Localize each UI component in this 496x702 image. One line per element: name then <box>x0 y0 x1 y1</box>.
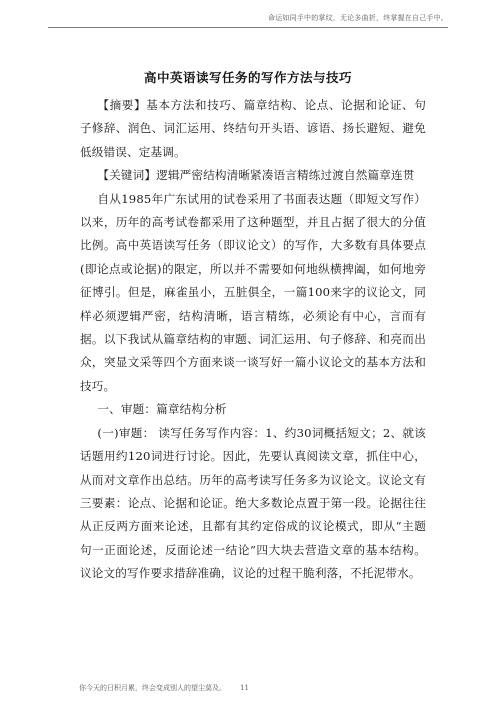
section-heading: 一、审题：篇章结构分析 <box>97 402 227 417</box>
keywords-paragraph: 【关键词】逻辑严密结构清晰紧凑语言精练过渡自然篇章连贯 <box>97 168 415 183</box>
document-body <box>80 94 426 586</box>
page-footer <box>79 683 249 693</box>
footer-motto: 你今天的日积月累，终会变成别人的望尘莫及。 <box>79 684 226 692</box>
section-body-paragraph: (一)审题： 读写任务写作内容：1、约30词概括短文；2、就该话题用约120词进行讨论。因此，先要认真阅读文章，抓住中心，从而对文章作出总结。历年的高考读写任务多为议论文。议论文有三要素：论点、论据和论证。绝大多数论点置于第一段。论据往往从正反两方面来论述，且都有其约定俗成的议论模式，即从“主题句一正面论述，反面论述一结论”四大块去营造文章的基本结构。议论文的写作要求措辞准确，议论的过程干脆利落，不托泥带水。 <box>80 425 426 581</box>
page-number: 11 <box>240 684 249 692</box>
intro-paragraph: 自从1985年广东试用的试卷采用了书面表达题（即短文写作）以来，历年的高考试卷都采用了这种题型，并且占据了很大的分值比例。高中英语读写任务（即议论文）的写作，大多数有具体要点(即论点或论据)的限定，所以并不需要如何地纵横捭阖，如何地旁征博引。但是，麻雀虽小，五脏俱全，一篇100来字的议论文，同样必须逻辑严密，结构清晰，语言精练，必须论有中心，言而有据。以下我试从篇章结构的审题、词汇运用、句子修辞、和亮而出众，突显文采等四个方面来谈一谈写好一篇小议论文的基本方法和技巧。 <box>80 191 426 393</box>
abstract-paragraph: 【摘要】基本方法和技巧、篇章结构、论点、论据和论证、句子修辞、润色、词汇运用、终结句开头语、谚语、扬长避短、避免低级错误、定基调。 <box>80 98 426 159</box>
page-header-motto: 命运如同手中的掌纹，无论多曲折，终掌握在自己手中。 <box>268 14 448 22</box>
header-divider <box>48 27 448 28</box>
document-title: 高中英语读写任务的写作方法与技巧 <box>143 70 352 85</box>
